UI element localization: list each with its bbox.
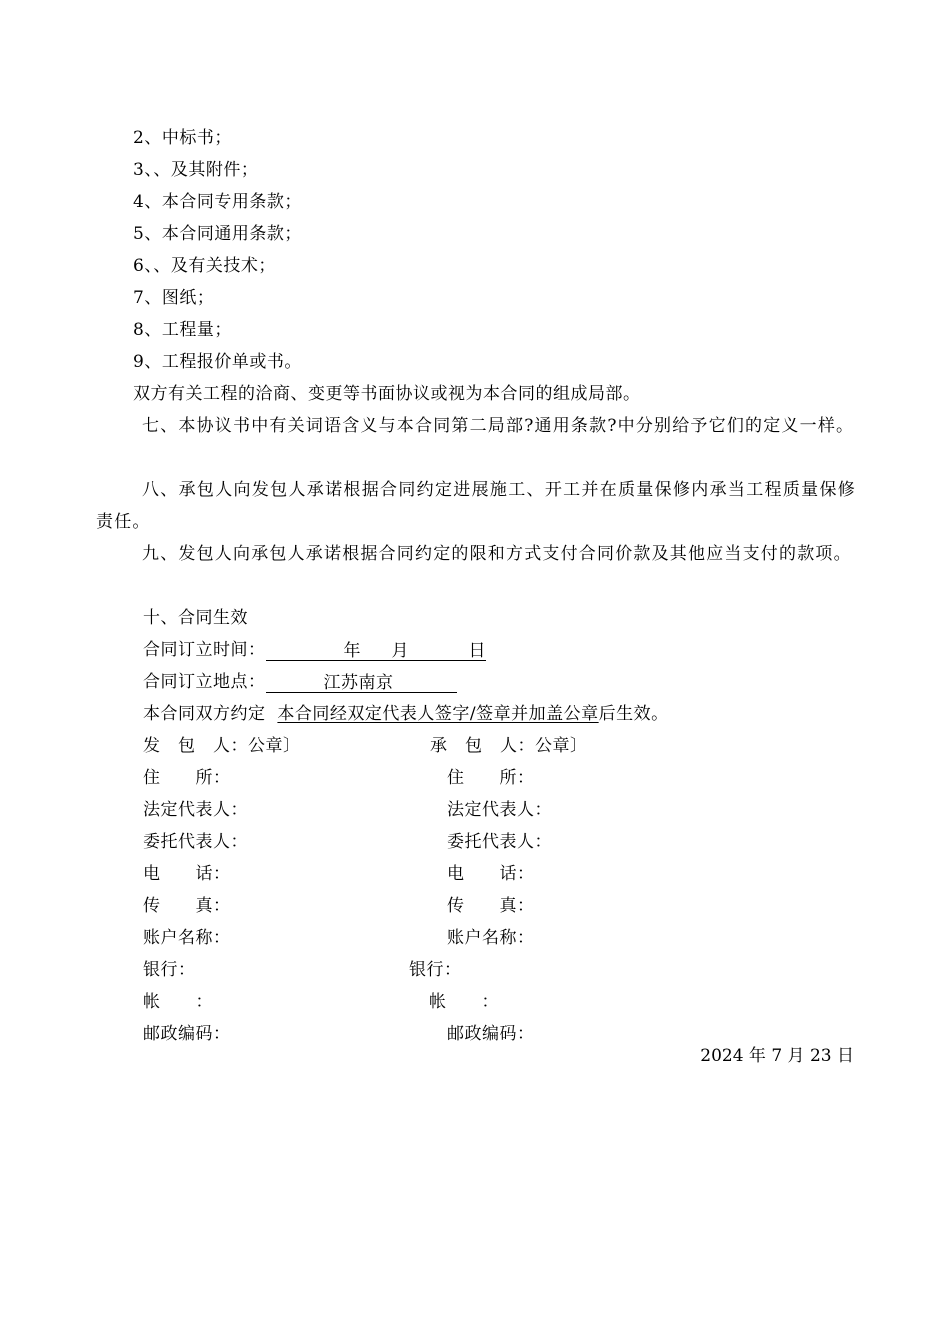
- party-b-fax: 传 真：: [447, 896, 535, 916]
- party-a-agent: 委托代表人：: [143, 832, 248, 852]
- sign-time-label: 合同订立时间：: [143, 640, 266, 660]
- party-b-title: 承 包 人：公章〕: [430, 736, 588, 756]
- party-a-account-name: 账户名称：: [143, 928, 231, 948]
- year-label: 年: [343, 641, 361, 661]
- list-item: 4、本合同专用条款；: [133, 192, 302, 212]
- clause-ten-title: 十、合同生效: [143, 608, 248, 628]
- sign-place-blank: [266, 672, 457, 693]
- clause-seven: 七、本协议书中有关词语含义与本合同第二局部?通用条款?中分别给予它们的定义一样。: [142, 416, 855, 436]
- list-item: 8、工程量；: [133, 320, 232, 340]
- effect-line: [143, 703, 669, 725]
- party-a-title: 发 包 人：公章〕: [143, 736, 301, 756]
- note-line: 双方有关工程的洽商、变更等书面协议或视为本合同的组成局部。: [133, 384, 641, 404]
- party-a-bank: 银行：: [143, 960, 196, 980]
- effect-prefix: 本合同双方约定: [143, 704, 266, 724]
- sign-place-label: 合同订立地点：: [143, 672, 266, 692]
- party-b-agent: 委托代表人：: [447, 832, 552, 852]
- party-b-account-no: 帐 ：: [429, 992, 499, 1012]
- list-item: 5、本合同通用条款；: [133, 224, 302, 244]
- list-item: 7、图纸；: [133, 288, 215, 308]
- party-b-legal-rep: 法定代表人：: [447, 800, 552, 820]
- party-a-fax: 传 真：: [143, 896, 231, 916]
- party-a-legal-rep: 法定代表人：: [143, 800, 248, 820]
- sign-place-value: 江苏南京: [323, 673, 394, 693]
- month-label: 月: [391, 641, 409, 661]
- effect-suffix: 后生效。: [598, 704, 669, 724]
- list-item: 9、工程报价单或书。: [133, 352, 302, 372]
- sign-time-row: [143, 639, 486, 661]
- clause-eight: 八、承包人向发包人承诺根据合同约定进展施工、开工并在质量保修内承当工程质量保修责任。: [96, 480, 856, 532]
- party-a-address: 住 所：: [143, 768, 231, 788]
- clause-nine: 九、发包人向承包人承诺根据合同约定的限和方式支付合同价款及其他应当支付的款项。: [142, 544, 852, 564]
- party-b-bank: 银行：: [409, 960, 462, 980]
- party-a-postcode: 邮政编码：: [143, 1024, 231, 1044]
- party-a-account-no: 帐 ：: [143, 992, 213, 1012]
- list-item: 2、中标书；: [133, 128, 232, 148]
- party-b-address: 住 所：: [447, 768, 535, 788]
- day-label: 日: [468, 641, 486, 661]
- party-b-phone: 电 话：: [447, 864, 535, 884]
- effect-underlined: 本合同经双定代表人签字/签章并加盖公章: [277, 704, 599, 724]
- document-date: 2024 年 7 月 23 日: [700, 1046, 854, 1066]
- party-b-postcode: 邮政编码：: [447, 1024, 535, 1044]
- sign-time-blank: [266, 640, 486, 661]
- party-b-account-name: 账户名称：: [447, 928, 535, 948]
- sign-place-row: [143, 671, 457, 693]
- list-item: 3、、及其附件；: [133, 160, 259, 180]
- party-a-phone: 电 话：: [143, 864, 231, 884]
- list-item: 6、、及有关技术；: [133, 256, 276, 276]
